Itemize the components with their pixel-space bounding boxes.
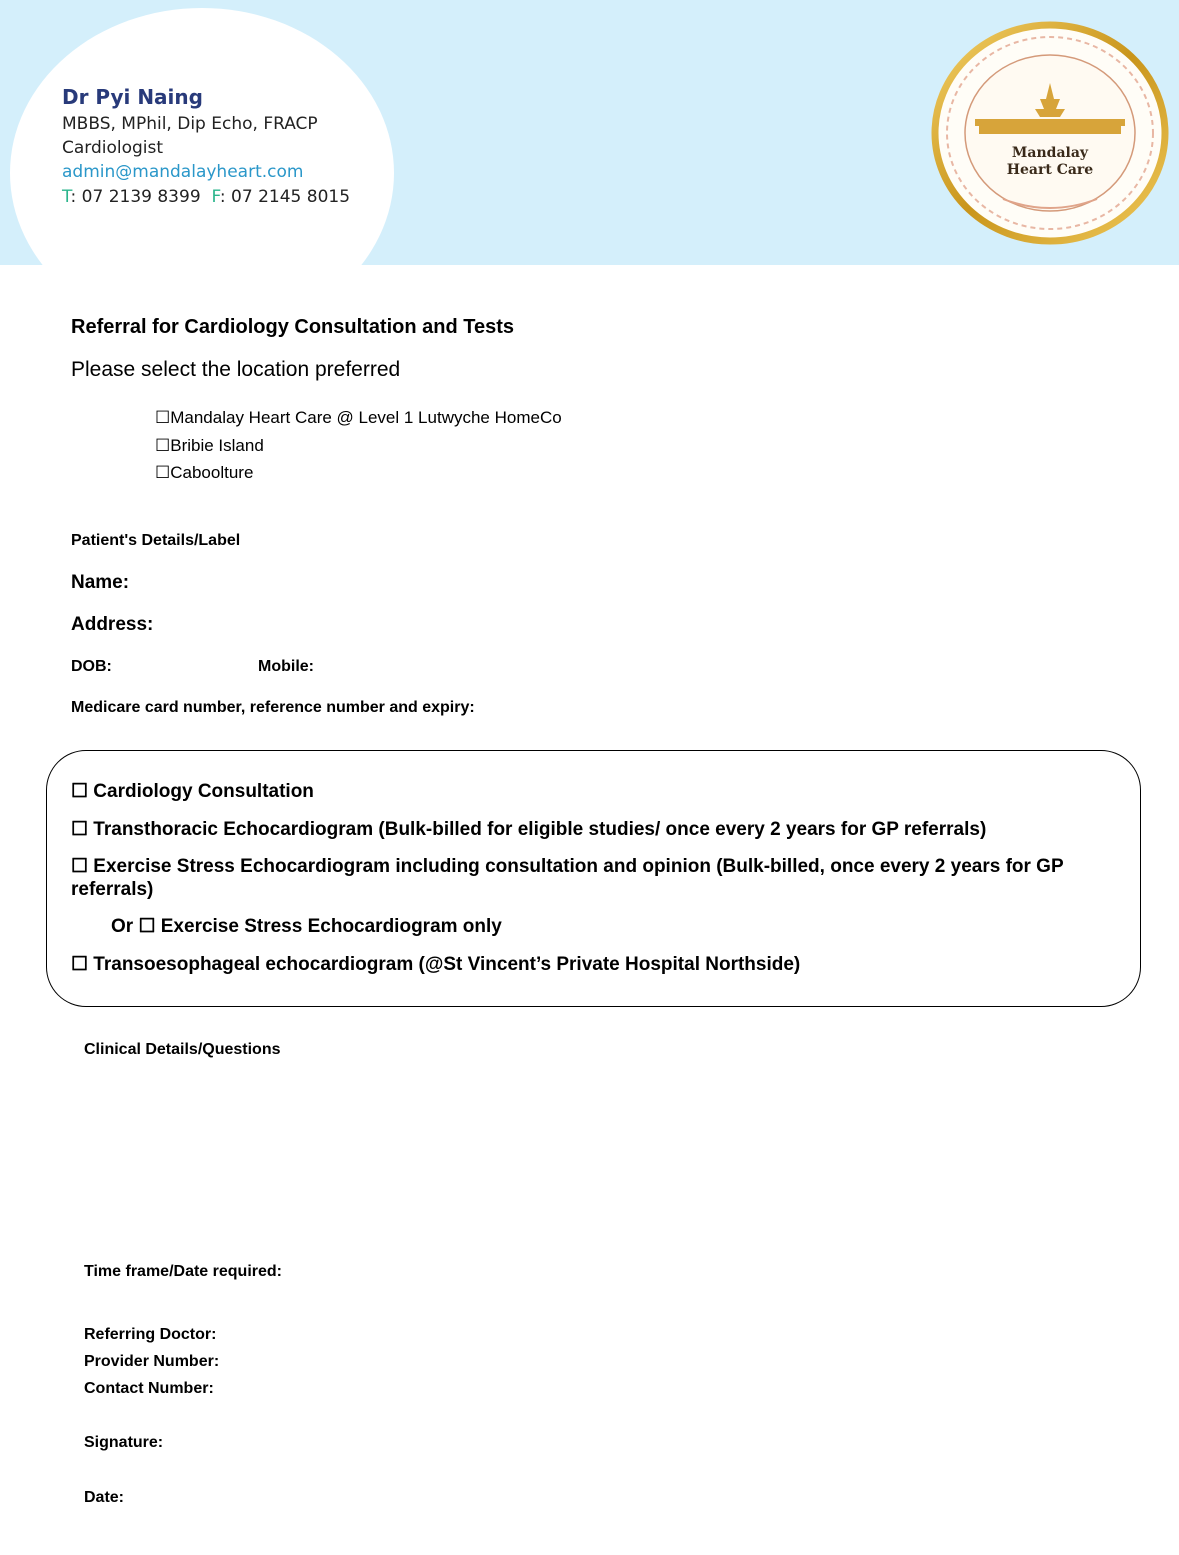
- location-prompt: Please select the location preferred: [71, 358, 401, 381]
- test-option-cardiology-consultation[interactable]: ☐ Cardiology Consultation: [71, 781, 314, 802]
- patient-name-field[interactable]: Name:: [71, 572, 130, 593]
- contact-line: [62, 187, 350, 207]
- time-frame-field[interactable]: Time frame/Date required:: [84, 1263, 282, 1280]
- test-option-transthoracic-echo[interactable]: ☐ Transthoracic Echocardiogram (Bulk-billed for eligible studies/ once every 2 years for GP referrals): [71, 819, 987, 840]
- patient-mobile-field[interactable]: Mobile:: [258, 658, 314, 675]
- header-oval: [10, 8, 394, 265]
- doctor-role: Cardiologist: [62, 138, 164, 158]
- fax-number: : 07 2145 8015: [219, 187, 351, 207]
- patient-details-heading: Patient's Details/Label: [71, 532, 241, 549]
- location-option-caboolture[interactable]: ☐Caboolture: [155, 463, 254, 482]
- clinical-details-field[interactable]: Clinical Details/Questions: [84, 1041, 281, 1058]
- doctor-name: Dr Pyi Naing: [62, 85, 203, 109]
- logo-text-line1: Mandalay: [1011, 145, 1089, 161]
- location-options: [155, 404, 562, 487]
- medicare-field[interactable]: Medicare card number, reference number and expiry:: [71, 699, 475, 716]
- phone-label: T: [62, 187, 71, 207]
- location-option-bribie-island[interactable]: ☐Bribie Island: [155, 435, 264, 455]
- test-option-stress-echo-full[interactable]: ☐ Exercise Stress Echocardiogram including consultation and opinion (Bulk-billed, once every 2 years for GP referrals): [71, 856, 1064, 900]
- referring-doctor-field[interactable]: Referring Doctor:: [84, 1326, 217, 1343]
- email-link[interactable]: admin@mandalayheart.com: [62, 162, 304, 182]
- provider-number-field[interactable]: Provider Number:: [84, 1353, 220, 1370]
- header-band: [0, 0, 1179, 265]
- location-option-lutwyche[interactable]: ☐Mandalay Heart Care @ Level 1 Lutwyche HomeCo: [155, 408, 562, 427]
- fax-label: F: [211, 187, 220, 207]
- phone-number: : 07 2139 8399: [70, 187, 201, 207]
- mandalay-heart-care-logo: [931, 21, 1169, 245]
- contact-number-field[interactable]: Contact Number:: [84, 1380, 214, 1397]
- test-option-stress-echo-only[interactable]: Or ☐ Exercise Stress Echocardiogram only: [111, 916, 502, 937]
- form-title: Referral for Cardiology Consultation and Tests: [71, 316, 515, 338]
- signature-field[interactable]: Signature:: [84, 1434, 164, 1451]
- patient-address-field[interactable]: Address:: [71, 614, 154, 635]
- qualifications: MBBS, MPhil, Dip Echo, FRACP: [62, 114, 318, 134]
- patient-dob-field[interactable]: DOB:: [71, 658, 112, 675]
- test-option-transoesophageal-echo[interactable]: ☐ Transoesophageal echocardiogram (@St Vincent’s Private Hospital Northside): [71, 954, 801, 975]
- logo-text-line2: Heart Care: [1006, 162, 1094, 178]
- date-field[interactable]: Date:: [84, 1489, 125, 1506]
